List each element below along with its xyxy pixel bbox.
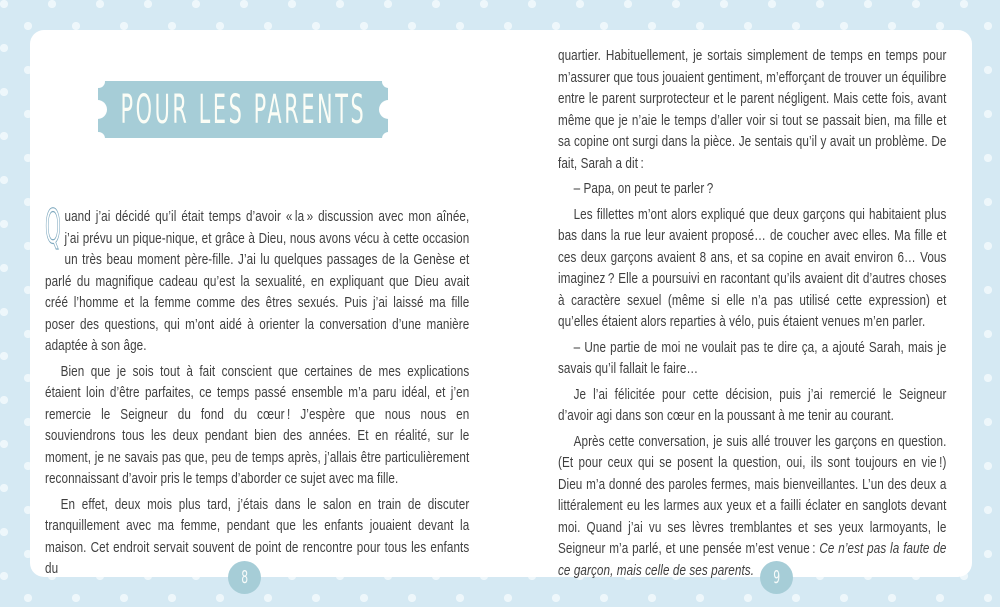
banner-notch [88,100,107,119]
paragraph: quartier. Habituellement, je sortais simplement de temps en temps pour m’assurer que tous jouaient gentiment, m’efforçant de trouver un équilibre entre le parent surprotecteur et le parent négligent. Mais cette fois, avant même que je n’aie le temps d’aller voir si tout se passait bien, ma fille et sa copine ont surgi dans la pièce. Je sentais qu’il y avait un problème. De fait, Sarah a dit : [558,47,947,172]
book-spread [30,30,972,588]
dialogue-line: – Papa, on peut te parler ? [573,180,714,197]
dialogue-line: – Une partie de moi ne voulait pas te dire ça, a ajouté Sarah, mais je savais qu’il fallait le faire… [558,338,947,377]
chapter-title-banner [98,81,388,138]
text-column-right [558,45,946,581]
page-number-badge-right [760,561,793,594]
paragraph [45,200,470,357]
paragraph: Bien que je sois tout à fait conscient que certaines de mes explications étaient loin d’être parfaites, ce temps passé ensemble m’a paru idéal, et j’en remercie le Seigneur du fond du cœur ! J’espère que nous nous en souviendrons tous les deux pendant bien des années. Et en réalité, sur le moment, je ne savais pas que, peu de temps après, j’allais être particulièrement reconnaissant d’avoir pris le temps d’aborder ce sujet avec ma fille. [45,362,470,487]
banner-notch [92,75,105,88]
paragraph: En effet, deux mois plus tard, j’étais dans le salon en train de discuter tranquillement avec ma femme, pendant que les enfants jouaient devant la maison. Cet endroit servait souvent de point de rencontre pour tous les enfants du [45,495,470,577]
paragraph-text: uand j’ai décidé qu’il était temps d’avoir « la » discussion avec mon aînée, j’ai prévu un pique-nique, et grâce à Dieu, nous avons vécu à cette occasion un très beau moment père-fille. J’ai lu quelques passages de la Genèse et parlé du magnifique cadeau qu’est la sexualité, en expliquant que Dieu avait créé l’homme et la femme comme des êtres sexués. Puis j’ai laissé ma fille poser des questions, qui m’ont aidé à orienter la conversation d’une manière adaptée à son âge. [45,208,470,354]
chapter-title: POUR LES PARENTS [120,86,366,133]
page-number-badge-left [228,561,261,594]
paragraph [558,431,946,582]
paragraph: Je l’ai félicitée pour cette décision, puis j’ai remercié le Seigneur d’avoir agi dans son cœur en la poussant à me tenir au courant. [558,385,947,424]
banner-notch [92,132,105,145]
paragraph: Les fillettes m’ont alors expliqué que deux garçons qui habitaient plus bas dans la rue leur avaient proposé… de coucher avec elles. Ma fille et ces deux garçons avaient 8 ans, et sa copine en avait environ 6… Vous imaginez ? Elle a poursuivi en racontant qu’ils avaient dit d’autres choses à caractère sexuel (même si elle n’a pas utilisé cette expression) et qu’elles étaient alors reparties à vélo, puis étaient venues m’en parler. [558,205,947,330]
dropcap-letter-q: Q [45,200,61,255]
banner-notch [382,75,395,88]
page-number: 8 [241,567,248,588]
text-column-left [45,200,470,580]
banner-notch [382,132,395,145]
banner-notch [379,100,398,119]
paragraph-text: Après cette conversation, je suis allé trouver les garçons en question. (Et pour ceux qui se posent la question, oui, ils sont toujours en vie !) Dieu m’a donné des paroles fermes, mais bienveillantes. L’un des deux a littéralement eu les larmes aux yeux et a failli éclater en sanglots devant moi. Quand j’ai vu ses lèvres tremblantes et ses yeux larmoyants, le Seigneur m’a parlé, et une pensée m’est venue : [558,432,947,557]
italic-quote: Ce n’est pas la faute de ce garçon, mais celle de ses parents. [558,540,947,579]
page-number: 9 [773,567,780,588]
